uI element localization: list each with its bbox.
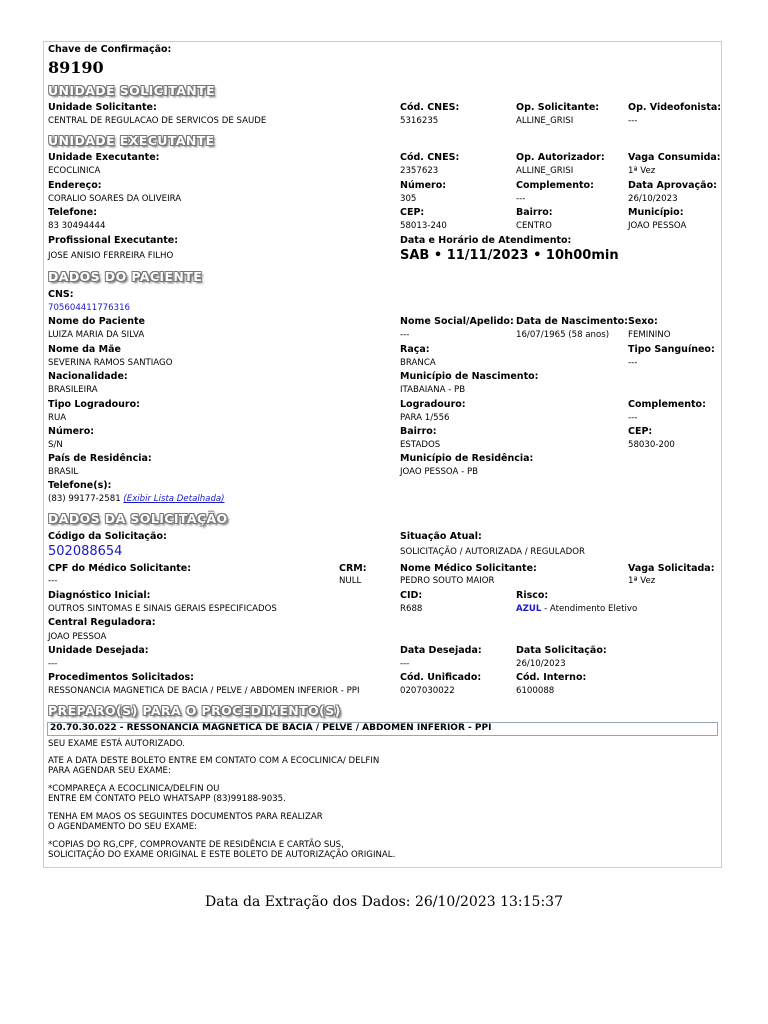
extraction-date-footer: Data da Extração dos Dados: 26/10/2023 13:15:37 <box>205 894 563 910</box>
nome-paciente-value: LUIZA MARIA DA SILVA <box>48 330 145 340</box>
confirmation-key-value: 89190 <box>48 58 104 77</box>
nome-medico-label: Nome Médico Solicitante: <box>400 563 537 574</box>
procedimento-box <box>47 722 718 736</box>
telefone-executante-value: 83 30494444 <box>48 221 106 231</box>
unidade-solicitante-value: CENTRAL DE REGULACAO DE SERVICOS DE SAUDE <box>48 116 267 126</box>
cpf-medico-label: CPF do Médico Solicitante: <box>48 563 192 574</box>
sexo-value: FEMININO <box>628 330 671 340</box>
cnes-executante-label: Cód. CNES: <box>400 152 460 163</box>
cep-paciente-value: 58030-200 <box>628 440 675 450</box>
municipio-residencia-label: Município de Residência: <box>400 453 534 464</box>
central-reguladora-value: JOAO PESSOA <box>48 632 107 642</box>
vaga-solicitada-value: 1ª Vez <box>628 576 656 586</box>
preparo-line: *COMPAREÇA A ECOCLINICA/DELFIN OU <box>48 784 220 794</box>
data-solicitacao-label: Data Solicitação: <box>516 645 607 656</box>
complemento-executante-label: Complemento: <box>516 180 594 191</box>
numero-executante-value: 305 <box>400 194 417 204</box>
nacionalidade-value: BRASILEIRA <box>48 385 98 395</box>
diagnostico-value: OUTROS SINTOMAS E SINAIS GERAIS ESPECIFICADOS <box>48 604 277 614</box>
data-desejada-value: --- <box>400 659 410 669</box>
op-autorizador-value: ALLINE_GRISI <box>516 166 574 176</box>
preparo-line: PARA AGENDAR SEU EXAME: <box>48 766 171 776</box>
tipo-sanguineo-value: --- <box>628 358 638 368</box>
unidade-desejada-label: Unidade Desejada: <box>48 645 149 656</box>
cod-unificado-label: Cód. Unificado: <box>400 672 482 683</box>
numero-paciente-value: S/N <box>48 440 63 450</box>
situacao-atual-value: SOLICITAÇÃO / AUTORIZADA / REGULADOR <box>400 547 585 557</box>
numero-paciente-label: Número: <box>48 426 95 437</box>
preparo-line: ENTRE EM CONTATO PELO WHATSAPP (83)99188-9035. <box>48 794 286 804</box>
cod-unificado-value: 0207030022 <box>400 686 455 696</box>
complemento-executante-value: --- <box>516 194 526 204</box>
municipio-nascimento-value: ITABAIANA - PB <box>400 385 466 395</box>
tipo-sanguineo-label: Tipo Sanguíneo: <box>628 344 715 355</box>
cnes-solicitante-label: Cód. CNES: <box>400 102 460 113</box>
preparo-line: SOLICITAÇÃO DO EXAME ORIGINAL E ESTE BOLETO DE AUTORIZAÇÃO ORIGINAL. <box>48 850 396 860</box>
codigo-solicitacao-label: Código da Solicitação: <box>48 531 167 542</box>
telefones-value: (83) 99177-2581 <box>48 494 121 504</box>
cep-paciente-label: CEP: <box>628 426 653 437</box>
data-atendimento-label: Data e Horário de Atendimento: <box>400 235 572 246</box>
exibir-lista-detalhada-link[interactable]: (Exibir Lista Detalhada) <box>123 494 225 504</box>
bairro-paciente-value: ESTADOS <box>400 440 441 450</box>
cnes-executante-value: 2357623 <box>400 166 439 176</box>
preparo-line: TENHA EM MAOS OS SEGUINTES DOCUMENTOS PARA REALIZAR <box>48 812 323 822</box>
bairro-executante-label: Bairro: <box>516 207 553 218</box>
cep-executante-value: 58013-240 <box>400 221 447 231</box>
data-desejada-label: Data Desejada: <box>400 645 482 656</box>
op-videofonista-value: --- <box>628 116 638 126</box>
data-aprovacao-value: 26/10/2023 <box>628 194 678 204</box>
telefone-executante-label: Telefone: <box>48 207 98 218</box>
complemento-paciente-value: --- <box>628 413 638 423</box>
municipio-executante-value: JOAO PESSOA <box>628 221 687 231</box>
unidade-solicitante-label: Unidade Solicitante: <box>48 102 157 113</box>
municipio-residencia-value: JOAO PESSOA - PB <box>400 467 479 477</box>
nome-medico-value: PEDRO SOUTO MAIOR <box>400 576 495 586</box>
procedimentos-value: RESSONANCIA MAGNETICA DE BACIA / PELVE / ABDOMEN INFERIOR - PPI <box>48 686 360 696</box>
bairro-paciente-label: Bairro: <box>400 426 437 437</box>
complemento-paciente-label: Complemento: <box>628 399 706 410</box>
section-title-unidade-solicitante: UNIDADE SOLICITANTE <box>48 83 216 98</box>
unidade-executante-label: Unidade Executante: <box>48 152 160 163</box>
cep-executante-label: CEP: <box>400 207 425 218</box>
preparo-line: ATE A DATA DESTE BOLETO ENTRE EM CONTATO COM A ECOCLINICA/ DELFIN <box>48 756 380 766</box>
unidade-executante-value: ECOCLINICA <box>48 166 101 176</box>
procedimento-code: 20.70.30.022 - RESSONANCIA MAGNETICA DE BACIA / PELVE / ABDOMEN INFERIOR - PPI <box>50 723 492 733</box>
data-aprovacao-label: Data Aprovação: <box>628 180 717 191</box>
logradouro-value: PARA 1/556 <box>400 413 450 423</box>
vaga-consumida-label: Vaga Consumida: <box>628 152 721 163</box>
codigo-solicitacao-value: 502088654 <box>48 544 123 559</box>
section-title-solicitacao: DADOS DA SOLICITAÇÃO <box>48 511 228 526</box>
section-title-preparo: PREPARO(S) PARA O PROCEDIMENTO(S) <box>48 703 341 718</box>
telefones-label: Telefone(s): <box>48 480 112 491</box>
raca-label: Raça: <box>400 344 430 355</box>
crm-label: CRM: <box>339 563 367 574</box>
vaga-solicitada-label: Vaga Solicitada: <box>628 563 715 574</box>
data-solicitacao-value: 26/10/2023 <box>516 659 566 669</box>
risco-row <box>516 604 637 615</box>
nome-paciente-label: Nome do Paciente <box>48 316 145 327</box>
endereco-value: CORALIO SOARES DA OLIVEIRA <box>48 194 182 204</box>
section-title-paciente: DADOS DO PACIENTE <box>48 269 203 284</box>
document-frame <box>43 41 722 868</box>
unidade-desejada-value: --- <box>48 659 58 669</box>
cns-value: 705604411776316 <box>48 303 131 313</box>
data-nascimento-value: 16/07/1965 (58 anos) <box>516 330 610 340</box>
sexo-label: Sexo: <box>628 316 658 327</box>
situacao-atual-label: Situação Atual: <box>400 531 482 542</box>
municipio-nascimento-label: Município de Nascimento: <box>400 371 539 382</box>
preparo-line: SEU EXAME ESTÁ AUTORIZADO. <box>48 739 185 749</box>
op-videofonista-label: Op. Videofonista: <box>628 102 722 113</box>
cnes-solicitante-value: 5316235 <box>400 116 439 126</box>
op-solicitante-value: ALLINE_GRISI <box>516 116 574 126</box>
municipio-executante-label: Município: <box>628 207 684 218</box>
bairro-executante-value: CENTRO <box>516 221 552 231</box>
data-nascimento-label: Data de Nascimento: <box>516 316 628 327</box>
crm-value: NULL <box>339 576 362 586</box>
op-solicitante-label: Op. Solicitante: <box>516 102 600 113</box>
risco-label: Risco: <box>516 590 549 601</box>
raca-value: BRANCA <box>400 358 436 368</box>
section-title-unidade-executante: UNIDADE EXECUTANTE <box>48 133 215 148</box>
pais-residencia-label: País de Residência: <box>48 453 152 464</box>
logradouro-label: Logradouro: <box>400 399 466 410</box>
nome-social-value: --- <box>400 330 410 340</box>
profissional-executante-label: Profissional Executante: <box>48 235 178 246</box>
tipo-logradouro-value: RUA <box>48 413 67 423</box>
nome-social-label: Nome Social/Apelido: <box>400 316 514 327</box>
procedimentos-label: Procedimentos Solicitados: <box>48 672 194 683</box>
cod-interno-label: Cód. Interno: <box>516 672 587 683</box>
numero-executante-label: Número: <box>400 180 447 191</box>
data-atendimento-value: SAB • 11/11/2023 • 10h00min <box>400 248 619 263</box>
endereco-label: Endereço: <box>48 180 102 191</box>
risco-text: - Atendimento Eletivo <box>541 604 638 614</box>
preparo-line: O AGENDAMENTO DO SEU EXAME: <box>48 822 198 832</box>
confirmation-key-label: Chave de Confirmação: <box>48 44 172 55</box>
cid-value: R688 <box>400 604 423 614</box>
tipo-logradouro-label: Tipo Logradouro: <box>48 399 140 410</box>
preparo-line: *COPIAS DO RG,CPF, COMPROVANTE DE RESIDÊNCIA E CARTÃO SUS, <box>48 840 344 850</box>
telefones-row <box>48 494 225 505</box>
central-reguladora-label: Central Reguladora: <box>48 617 156 628</box>
diagnostico-label: Diagnóstico Inicial: <box>48 590 151 601</box>
cpf-medico-value: --- <box>48 576 58 586</box>
nome-mae-label: Nome da Mãe <box>48 344 121 355</box>
nome-mae-value: SEVERINA RAMOS SANTIAGO <box>48 358 173 368</box>
cod-interno-value: 6100088 <box>516 686 555 696</box>
risco-color: AZUL <box>516 604 542 614</box>
nacionalidade-label: Nacionalidade: <box>48 371 128 382</box>
pais-residencia-value: BRASIL <box>48 467 79 477</box>
profissional-executante-value: JOSE ANISIO FERREIRA FILHO <box>48 251 174 261</box>
cns-label: CNS: <box>48 289 74 300</box>
vaga-consumida-value: 1ª Vez <box>628 166 656 176</box>
op-autorizador-label: Op. Autorizador: <box>516 152 605 163</box>
cid-label: CID: <box>400 590 423 601</box>
